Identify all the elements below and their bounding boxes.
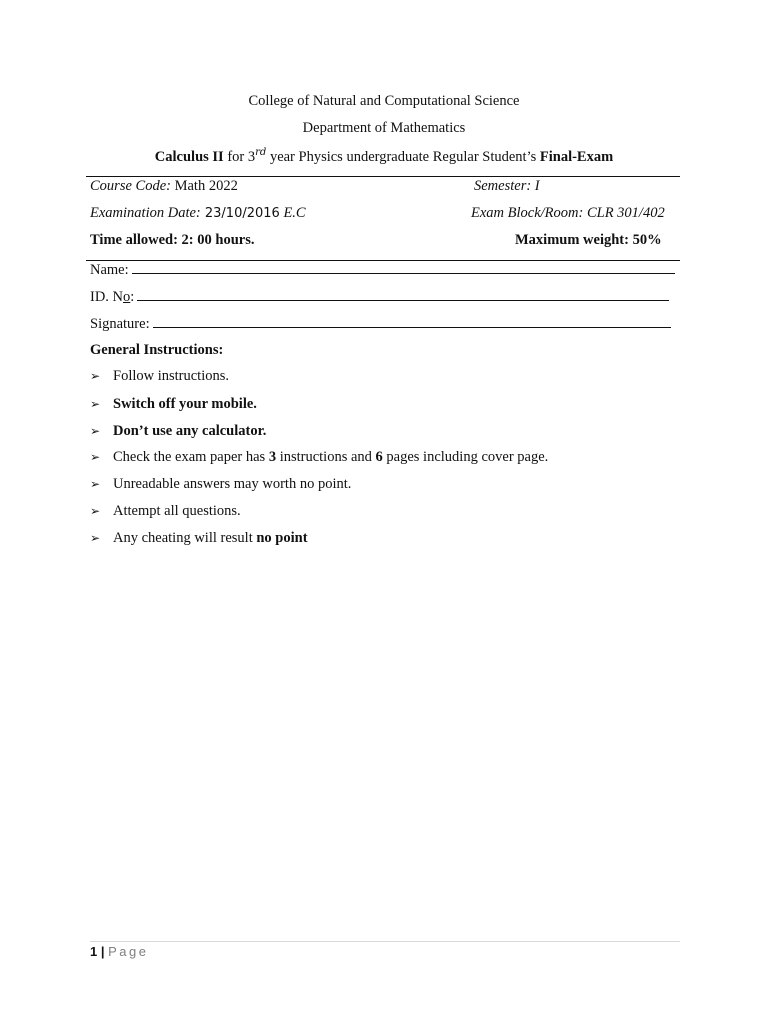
instruction-item (90, 423, 266, 440)
id-label-prefix: ID. N (90, 289, 124, 305)
course-code (90, 178, 238, 195)
instruction-text-bold: no point (256, 530, 308, 546)
instruction-text-part: pages including cover page. (382, 449, 549, 465)
name-field[interactable] (90, 261, 675, 279)
instruction-text-part: Any cheating will result (113, 530, 257, 546)
arrow-bullet-icon: ➢ (90, 424, 101, 438)
instruction-item (90, 530, 308, 547)
page-footer (90, 944, 148, 959)
exam-date-suffix: E.C (279, 205, 306, 221)
exam-type: Final-Exam (539, 149, 614, 165)
signature-field[interactable] (90, 315, 671, 333)
page-separator: | (97, 944, 109, 959)
instruction-item (90, 476, 351, 493)
department-name: Department of Mathematics (302, 120, 466, 136)
instruction-text: Follow instructions. (113, 368, 230, 384)
course-code-label: Course Code: (90, 178, 171, 194)
title-for: for 3 (223, 149, 256, 165)
course-name: Calculus II (154, 149, 224, 165)
page-number: 1 (90, 944, 98, 959)
name-label: Name: (90, 262, 129, 278)
general-instructions-heading: General Instructions: (90, 342, 224, 358)
instruction-text: Attempt all questions. (113, 503, 241, 519)
instruction-item (90, 396, 257, 413)
exam-title (0, 147, 768, 166)
header-divider (86, 176, 680, 177)
maximum-weight: Maximum weight: 50% (515, 232, 662, 248)
id-field[interactable] (90, 288, 669, 306)
id-label-colon: : (130, 289, 135, 305)
ordinal-suffix: rd (255, 147, 267, 158)
id-blank[interactable] (137, 288, 669, 301)
signature-blank[interactable] (153, 315, 671, 328)
instruction-text (113, 530, 308, 547)
instruction-text-bold: Don’t use any calculator. (113, 423, 267, 439)
exam-date (90, 205, 306, 222)
exam-block-room: Exam Block/Room: CLR 301/402 (471, 205, 665, 221)
title-undergrad: undergraduate Regular Student’s (346, 149, 540, 165)
instruction-text-part: Check the exam paper has (113, 449, 269, 465)
instruction-text-bold: Switch off your mobile. (113, 396, 257, 412)
arrow-bullet-icon: ➢ (90, 397, 101, 411)
name-blank[interactable] (132, 261, 675, 274)
course-code-value: Math 2022 (170, 178, 238, 194)
instruction-text (113, 449, 548, 466)
exam-date-value: 23/10/2016 (200, 206, 280, 221)
instruction-text-part: instructions and (276, 449, 376, 465)
arrow-bullet-icon: ➢ (90, 504, 101, 518)
footer-divider (90, 941, 680, 942)
instruction-item (90, 503, 241, 520)
exam-date-label: Examination Date: (90, 205, 201, 221)
instruction-text: Unreadable answers may worth no point. (113, 476, 352, 492)
arrow-bullet-icon: ➢ (90, 369, 101, 383)
signature-label: Signature: (90, 316, 150, 332)
arrow-bullet-icon: ➢ (90, 531, 101, 545)
instruction-count-instructions: 3 (268, 449, 277, 465)
instruction-count-pages: 6 (375, 449, 383, 465)
semester: Semester: I (474, 178, 540, 194)
page-word: Page (108, 944, 149, 959)
title-mid: year Physics (266, 149, 347, 165)
instruction-item (90, 368, 229, 385)
arrow-bullet-icon: ➢ (90, 477, 101, 491)
time-allowed: Time allowed: 2: 00 hours. (90, 232, 255, 248)
id-label (90, 289, 134, 306)
instruction-item (90, 449, 548, 466)
college-name: College of Natural and Computational Science (248, 93, 520, 109)
arrow-bullet-icon: ➢ (90, 450, 101, 464)
id-label-o: o (123, 289, 131, 305)
